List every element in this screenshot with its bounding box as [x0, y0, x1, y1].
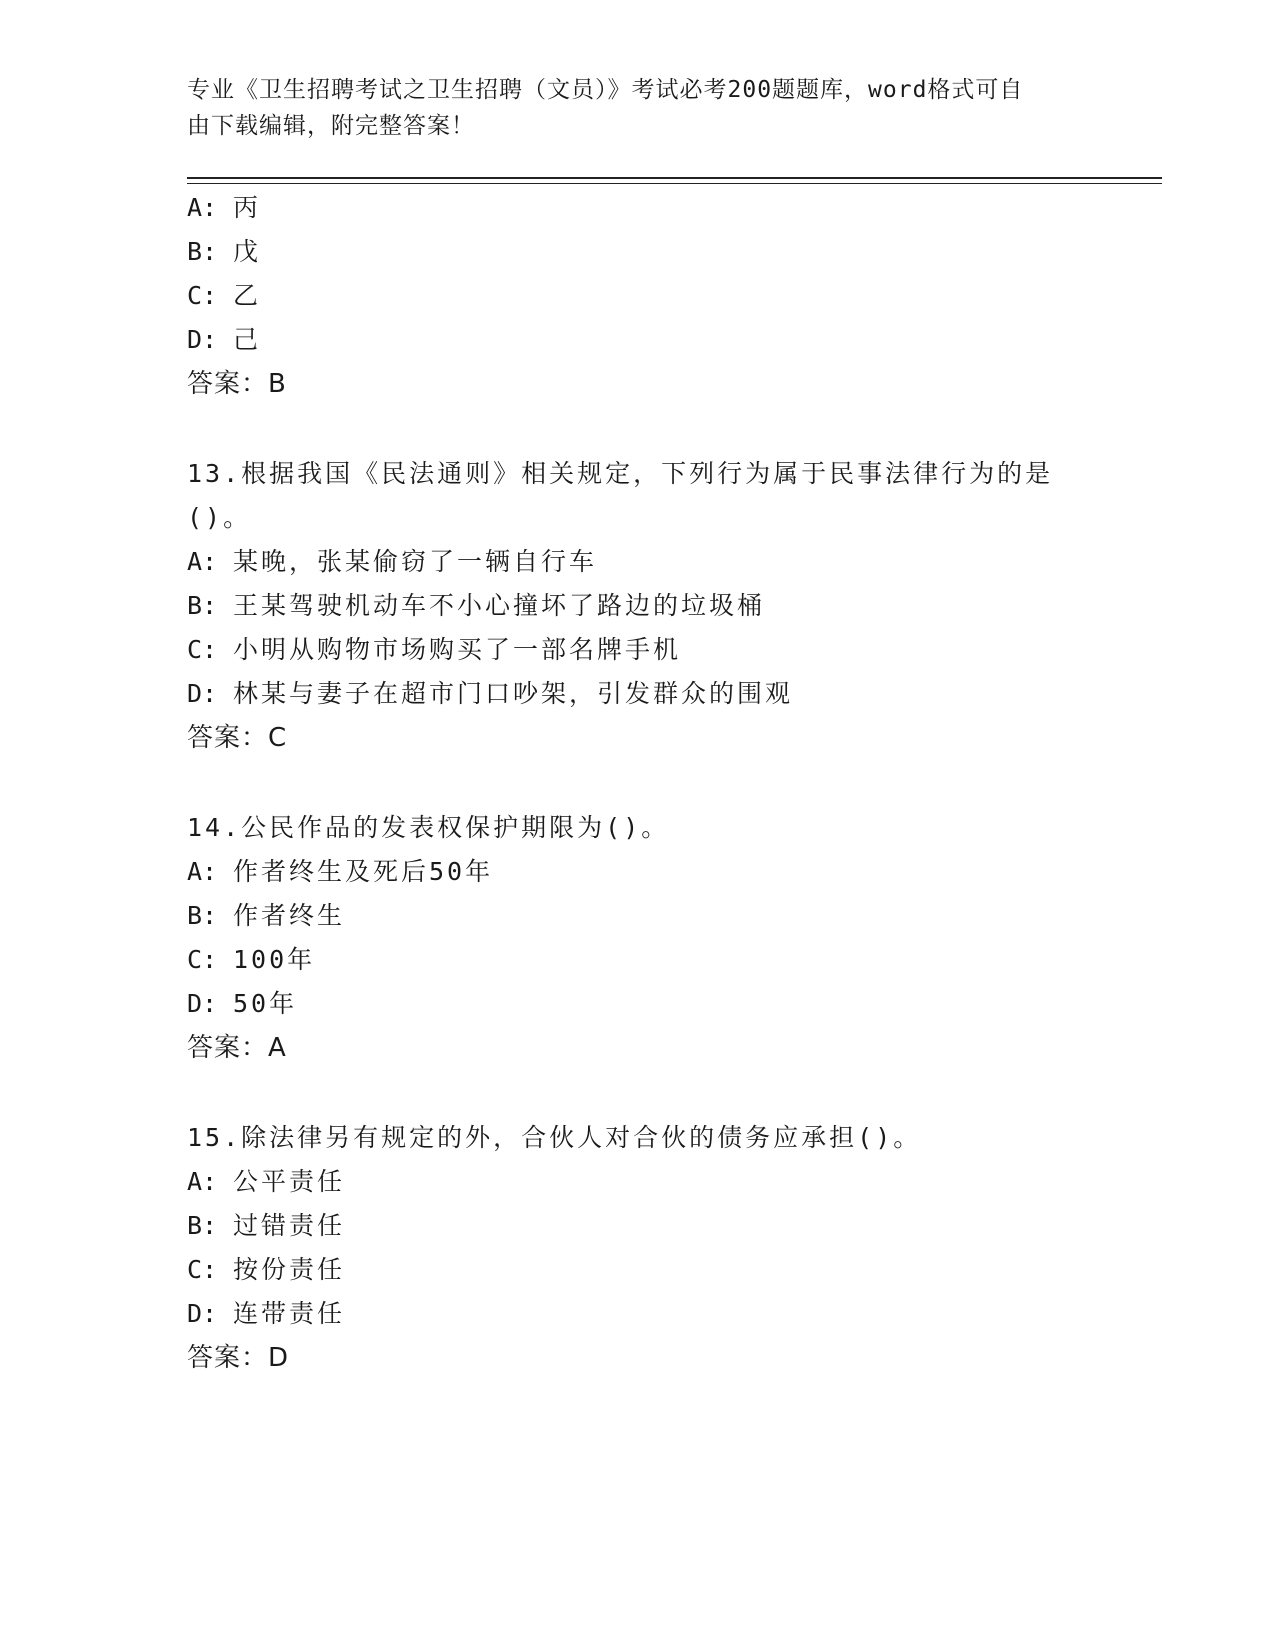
q14-option-b	[187, 899, 345, 933]
option-letter: D:	[187, 325, 218, 354]
option-letter: D:	[187, 679, 218, 708]
option-letter: C:	[187, 1255, 218, 1284]
option-letter: A:	[187, 193, 218, 222]
option-letter: A:	[187, 857, 218, 886]
q15-question: 15.除法律另有规定的外，合伙人对合伙的债务应承担()。	[187, 1123, 922, 1152]
q15-answer: 答案：D	[187, 1343, 290, 1373]
option-text: 作者终生及死后50年	[233, 857, 494, 886]
q12-option-b	[187, 235, 261, 269]
q14-option-c	[187, 943, 315, 977]
option-letter: B:	[187, 237, 218, 266]
q14-option-d	[187, 987, 297, 1021]
option-text: 王某驾驶机动车不小心撞坏了路边的垃圾桶	[233, 591, 766, 620]
option-text: 连带责任	[233, 1299, 346, 1328]
option-letter: A:	[187, 1167, 218, 1196]
q14-option-a	[187, 855, 493, 889]
q13-option-c	[187, 633, 681, 667]
option-text: 丙	[233, 193, 262, 222]
document-header	[187, 72, 1067, 144]
q13-option-d	[187, 677, 793, 711]
q15-option-d	[187, 1297, 345, 1331]
option-letter: B:	[187, 591, 218, 620]
q15-option-b	[187, 1209, 345, 1243]
q12-answer: 答案：B	[187, 369, 287, 399]
q13-question-line-1: 13.根据我国《民法通则》相关规定，下列行为属于民事法律行为的是	[187, 459, 1054, 488]
q14-answer: 答案：A	[187, 1033, 287, 1063]
option-text: 公平责任	[233, 1167, 346, 1196]
option-letter: C:	[187, 281, 218, 310]
option-text: 某晚，张某偷窃了一辆自行车	[233, 547, 598, 576]
header-rule-thin	[187, 183, 1162, 184]
option-letter: C:	[187, 945, 218, 974]
q14-question: 14.公民作品的发表权保护期限为()。	[187, 813, 670, 842]
option-text: 作者终生	[233, 901, 346, 930]
q13-option-a	[187, 545, 597, 579]
header-line-1: 专业《卫生招聘考试之卫生招聘（文员）》考试必考200题题库，word格式可自	[187, 77, 1024, 103]
q13-answer: 答案：C	[187, 723, 288, 753]
option-letter: D:	[187, 1299, 218, 1328]
option-letter: A:	[187, 547, 218, 576]
option-text: 50年	[233, 989, 298, 1018]
q12-option-c	[187, 279, 261, 313]
option-text: 100年	[233, 945, 316, 974]
option-text: 戊	[233, 237, 262, 266]
q12-option-d	[187, 323, 261, 357]
q13-question-line-2: ()。	[187, 503, 252, 532]
option-text: 乙	[233, 281, 262, 310]
q15-option-c	[187, 1253, 345, 1287]
option-text: 己	[233, 325, 262, 354]
option-text: 林某与妻子在超市门口吵架，引发群众的围观	[233, 679, 794, 708]
option-text: 按份责任	[233, 1255, 346, 1284]
q13-option-b	[187, 589, 765, 623]
header-rule-thick	[187, 177, 1162, 179]
option-letter: B:	[187, 1211, 218, 1240]
option-text: 过错责任	[233, 1211, 346, 1240]
header-line-2: 由下载编辑，附完整答案！	[187, 113, 475, 139]
q15-option-a	[187, 1165, 345, 1199]
option-letter: B:	[187, 901, 218, 930]
q12-option-a	[187, 191, 261, 225]
option-letter: D:	[187, 989, 218, 1018]
option-letter: C:	[187, 635, 218, 664]
option-text: 小明从购物市场购买了一部名牌手机	[233, 635, 682, 664]
